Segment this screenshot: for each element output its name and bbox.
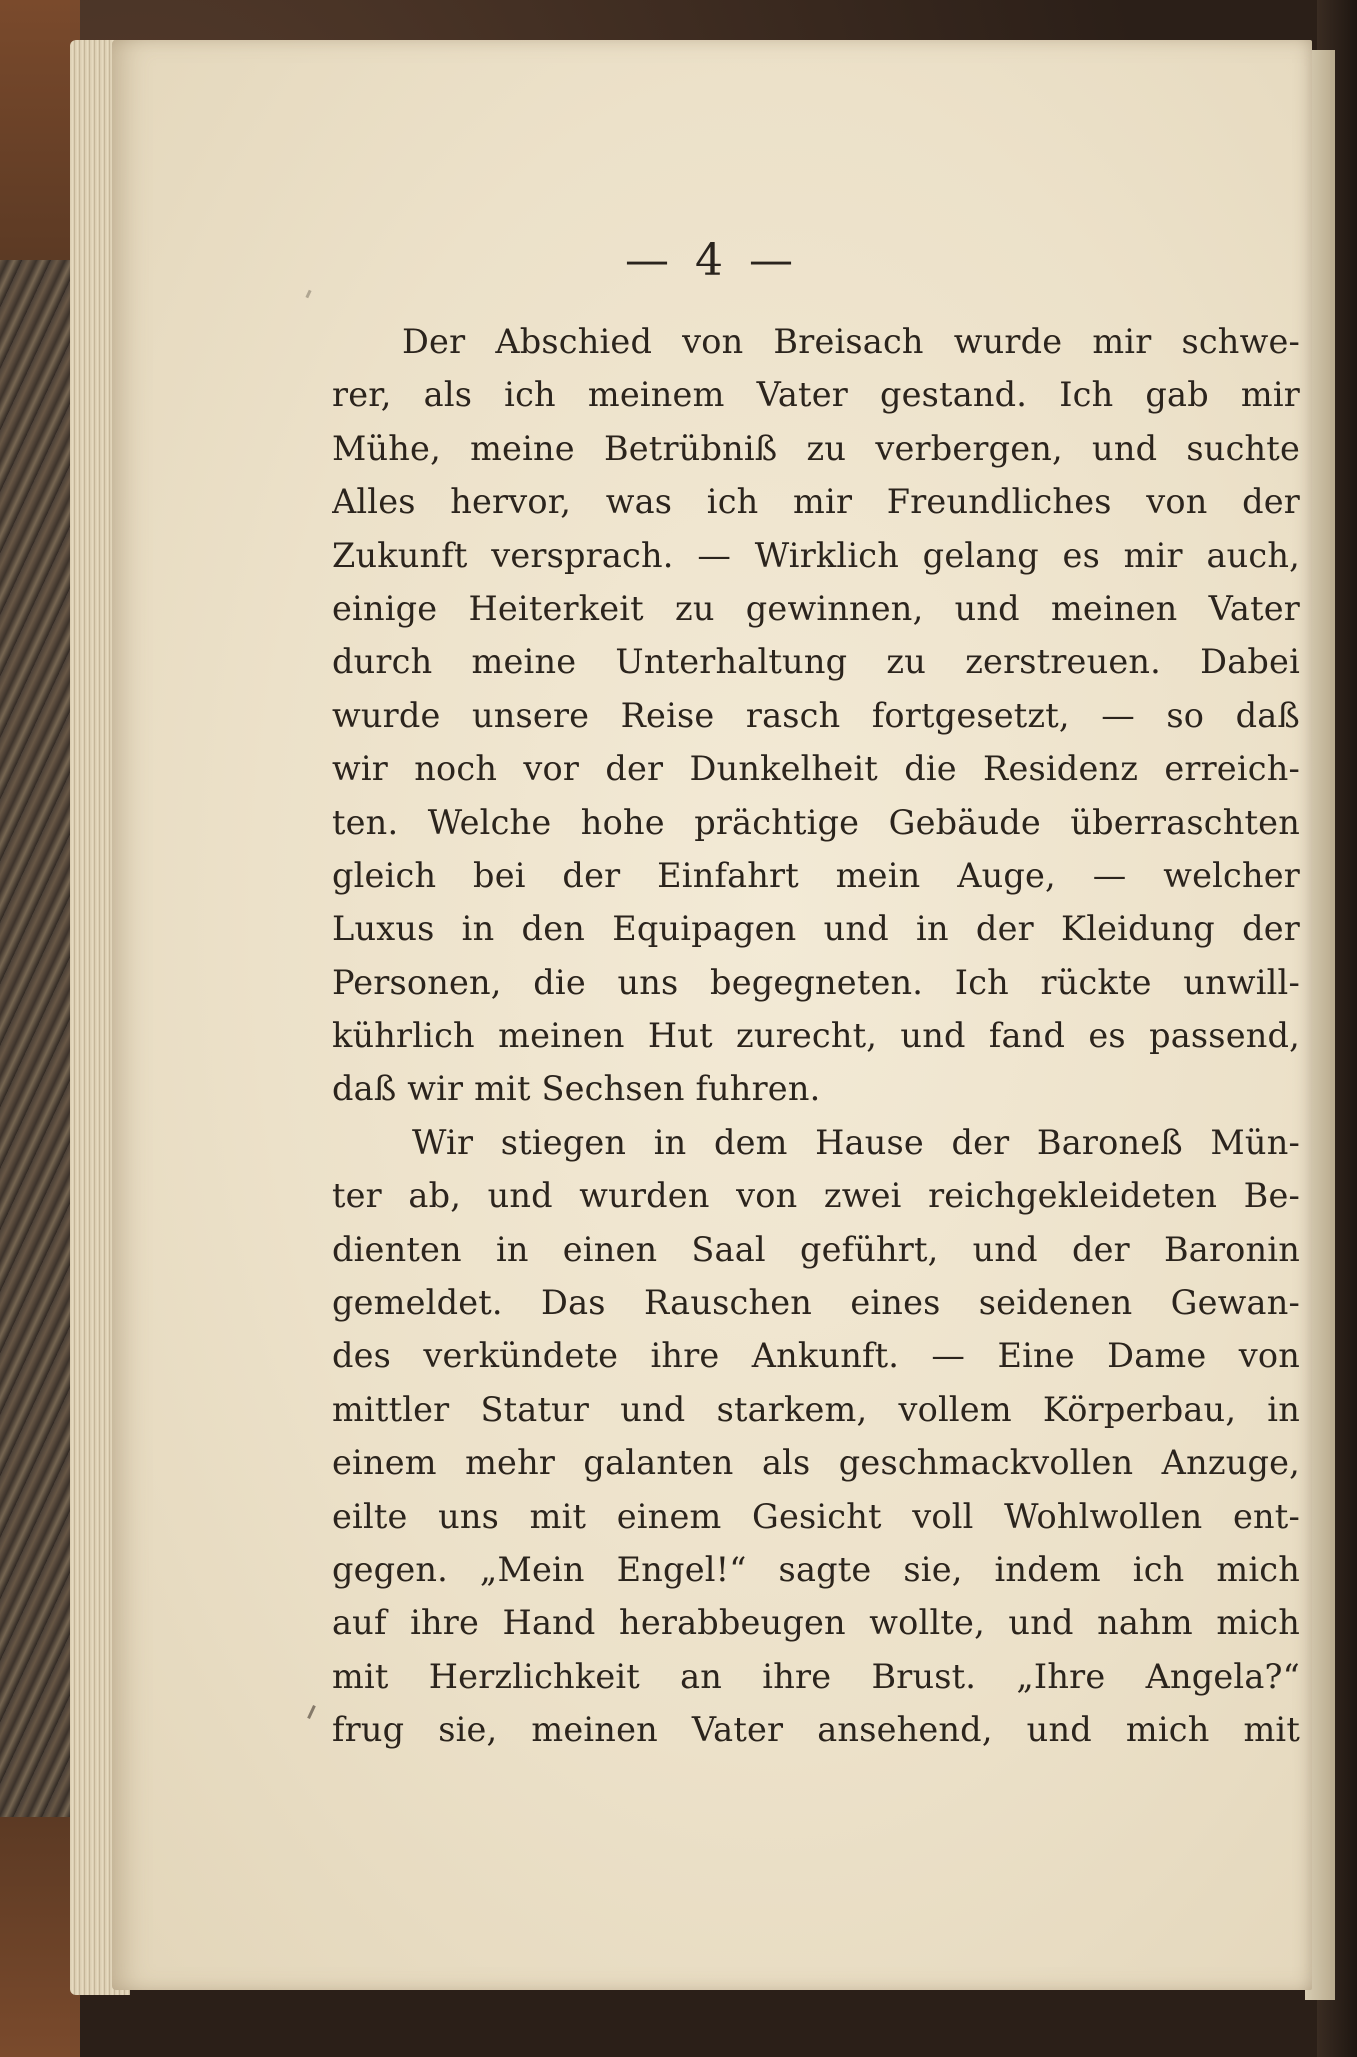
text-line: wurde unsere Reise rasch fortgesetzt, — so daß	[332, 695, 1300, 735]
text-line: durch meine Unterhaltung zu zerstreuen. Dabei	[332, 642, 1300, 682]
text-line: Wir stiegen in dem Hause der Baroneß Mün-	[412, 1122, 1300, 1162]
text-line: Zukunft versprach. — Wirklich gelang es mir auch,	[332, 535, 1300, 575]
text-line: Der Abschied von Breisach wurde mir schwe-	[402, 322, 1300, 361]
text-line: frug sie, meinen Vater ansehend, und mich mit	[332, 1710, 1300, 1750]
text-line: ter ab, und wurden von zwei reichgekleideten Be-	[332, 1176, 1300, 1216]
text-line: einem mehr galanten als geschmackvollen Anzuge,	[332, 1443, 1300, 1483]
body-text	[332, 315, 1300, 1757]
text-line: Alles hervor, was ich mir Freundliches von der	[332, 482, 1300, 522]
paper-speck	[305, 290, 311, 299]
paper-speck	[307, 1705, 316, 1719]
text-line: kührlich meinen Hut zurecht, und fand es passend,	[332, 1016, 1300, 1056]
text-line: gemeldet. Das Rauschen eines seidenen Gewan-	[332, 1283, 1300, 1323]
book-page	[112, 40, 1312, 1990]
text-line: gegen. „Mein Engel!“ sagte sie, indem ich mich	[332, 1549, 1300, 1589]
text-line: dienten in einen Saal geführt, und der Baronin	[332, 1229, 1300, 1269]
text-line: Personen, die uns begegneten. Ich rückte unwill-	[332, 962, 1300, 1002]
page-number: — 4 —	[625, 235, 799, 286]
text-line: ten. Welche hohe prächtige Gebäude überraschten	[332, 802, 1300, 842]
book-cover-corner-top	[0, 0, 80, 260]
text-line: rer, als ich meinem Vater gestand. Ich gab mir	[332, 375, 1300, 415]
book-cover-corner-bottom	[0, 1817, 80, 2057]
book-cover-edge	[0, 0, 80, 2057]
text-line: wir noch vor der Dunkelheit die Residenz erreich-	[332, 749, 1300, 789]
text-line: gleich bei der Einfahrt mein Auge, — welcher	[332, 855, 1300, 895]
text-line: auf ihre Hand herabbeugen wollte, und nahm mich	[332, 1603, 1300, 1643]
text-line: daß wir mit Sechsen fuhren.	[332, 1069, 821, 1109]
text-line: mittler Statur und starkem, vollem Körperbau, in	[332, 1389, 1300, 1429]
text-line: Luxus in den Equipagen und in der Kleidung der	[332, 909, 1300, 949]
text-line: mit Herzlichkeit an ihre Brust. „Ihre Angela?“	[332, 1656, 1300, 1696]
text-line: eilte uns mit einem Gesicht voll Wohlwollen ent-	[332, 1496, 1300, 1536]
text-line: einige Heiterkeit zu gewinnen, und meinen Vater	[332, 588, 1300, 628]
text-line: des verkündete ihre Ankunft. — Eine Dame von	[332, 1336, 1300, 1376]
text-line: Mühe, meine Betrübniß zu verbergen, und suchte	[332, 428, 1300, 468]
